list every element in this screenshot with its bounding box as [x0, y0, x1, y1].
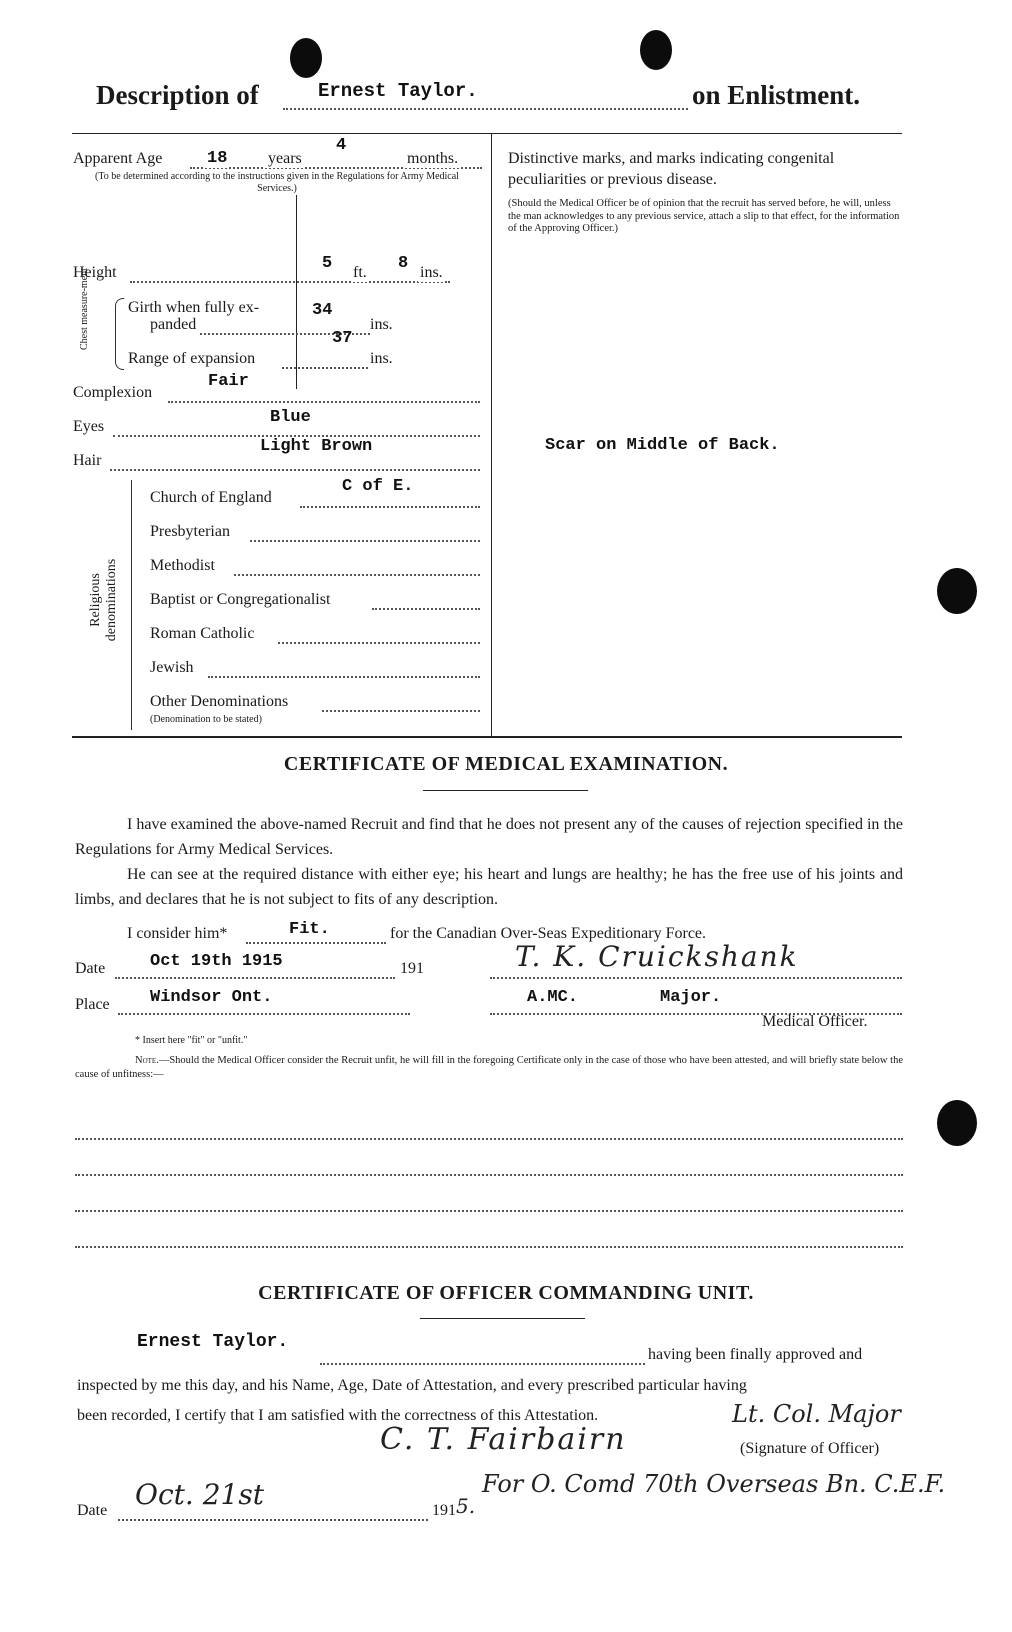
- other-denomination-note: (Denomination to be stated): [150, 714, 262, 725]
- consider-label: I consider him*: [127, 925, 228, 942]
- height-ft: 5: [322, 254, 333, 273]
- date-value: Oct 19th 1915: [150, 952, 283, 971]
- commanding-sig-label: (Signature of Officer): [740, 1440, 880, 1457]
- inner-divider: [296, 195, 297, 389]
- age-years: 18: [207, 149, 228, 168]
- age-months: 4: [336, 136, 347, 155]
- insert-note: * Insert here "fit" or "unfit.": [135, 1035, 248, 1046]
- range-line: [282, 365, 368, 369]
- eyes-value: Blue: [270, 408, 311, 427]
- punch-hole: [290, 38, 322, 78]
- height-line: [130, 279, 450, 283]
- range-ins-label: ins.: [370, 350, 393, 367]
- date-line: [115, 975, 395, 979]
- place-line: [118, 1011, 410, 1015]
- denomination-label: Jewish: [150, 659, 194, 676]
- marks-value: Scar on Middle of Back.: [545, 436, 780, 455]
- date-label: Date: [75, 960, 106, 977]
- commanding-heading-rule: [420, 1318, 585, 1319]
- note-body: Should the Medical Officer consider the Recruit unfit, he will fill in the foregoing Certificate only in the case of those who have been attested, and will briefly state below the cause of unfitness:—: [75, 1055, 903, 1080]
- unfitness-line: [75, 1208, 903, 1212]
- eyes-label: Eyes: [73, 418, 105, 435]
- denomination-line: [372, 606, 480, 610]
- note-dash: —: [158, 1055, 170, 1066]
- denomination-label: Other Denominations: [150, 693, 289, 710]
- punch-hole: [640, 30, 672, 70]
- chest-label: Chest measure-ment: [79, 268, 90, 350]
- medical-para-1: I have examined the above-named Recruit and find that he does not present any of the causes of rejection specified in the Regulations for Army Medical Services.: [75, 816, 903, 858]
- complexion-value: Fair: [208, 372, 249, 391]
- commanding-date-value: Oct. 21st: [135, 1478, 264, 1511]
- rank-1: A.MC.: [527, 988, 579, 1007]
- signature-line: [490, 975, 902, 979]
- commanding-date-line: [118, 1517, 428, 1521]
- denomination-line: [322, 708, 480, 712]
- denomination-line: [300, 504, 480, 508]
- section-rule: [72, 736, 902, 738]
- height-label: Height: [73, 264, 117, 281]
- medical-heading: CERTIFICATE OF MEDICAL EXAMINATION.: [283, 753, 729, 775]
- religion-bracket: [131, 480, 132, 730]
- denomination-label: Roman Catholic: [150, 625, 255, 642]
- place-value: Windsor Ont.: [150, 988, 273, 1007]
- hair-label: Hair: [73, 452, 102, 469]
- years-label: years: [265, 150, 305, 168]
- denomination-line: [208, 674, 480, 678]
- months-label: months.: [407, 150, 459, 167]
- denomination-line: [250, 538, 480, 542]
- header-prefix: Description of: [96, 80, 259, 110]
- unfitness-line: [75, 1172, 903, 1176]
- rank-2: Major.: [660, 988, 722, 1007]
- denomination-label: Church of England: [150, 489, 272, 506]
- medical-para-2: He can see at the required distance with either eye; his heart and lungs are healthy; he has the free use of his joints and limbs, and declares that he is not subject to fits of any description.: [75, 866, 903, 908]
- marks-heading: Distinctive marks, and marks indicating congenital peculiarities or previous disease.: [508, 150, 835, 188]
- note-text: [75, 1054, 903, 1082]
- denomination-line: [234, 572, 480, 576]
- commanding-date-suffix: 191: [432, 1502, 456, 1519]
- commanding-heading: CERTIFICATE OF OFFICER COMMANDING UNIT.: [258, 1282, 754, 1304]
- consider-line: [246, 940, 386, 944]
- commanding-text-2: inspected by me this day, and his Name, Age, Date of Attestation, and every prescribed particular having: [77, 1377, 747, 1394]
- ins-label: ins.: [420, 264, 443, 281]
- hair-line: [110, 467, 480, 471]
- force-label: for the Canadian Over-Seas Expeditionary Force.: [390, 925, 707, 942]
- denomination-label: Presbyterian: [150, 523, 230, 540]
- commanding-date-year-digit: 5.: [456, 1494, 476, 1518]
- ft-label: ft.: [353, 264, 367, 281]
- commanding-name-value: Ernest Taylor.: [137, 1332, 289, 1352]
- unfitness-line: [75, 1136, 903, 1140]
- girth-ins-label: ins.: [370, 316, 393, 333]
- complexion-line: [168, 399, 480, 403]
- age-note: (To be determined according to the instructions given in the Regulations for Army Medical Services.): [95, 171, 459, 194]
- commanding-text-1: having been finally approved and: [648, 1346, 863, 1363]
- note-label: Note.: [135, 1055, 159, 1066]
- range-label: Range of expansion: [128, 350, 256, 367]
- commanding-text-3: been recorded, I certify that I am satisfied with the correctness of this Attestation.: [77, 1407, 599, 1424]
- complexion-label: Complexion: [73, 384, 153, 401]
- girth-value: 34: [312, 301, 333, 320]
- medical-heading-rule: [423, 790, 588, 791]
- denomination-line: [278, 640, 480, 644]
- range-value: 37: [332, 329, 353, 348]
- chest-brace: [115, 298, 124, 370]
- punch-hole: [937, 568, 977, 614]
- girth-label-2: panded: [150, 316, 197, 333]
- marks-note: (Should the Medical Officer be of opinion that the recruit has served before, he will, unless the man acknowledges to any previous service, attach a slip to that effect, for the information of the Approving Officer.): [508, 198, 900, 234]
- height-in: 8: [398, 254, 409, 273]
- hair-value: Light Brown: [260, 437, 373, 456]
- girth-label-1: Girth when fully ex-: [128, 299, 260, 316]
- column-divider: [491, 133, 492, 736]
- header-suffix: on Enlistment.: [692, 80, 861, 110]
- place-label: Place: [75, 996, 110, 1013]
- top-rule: [72, 133, 902, 134]
- denomination-label: Methodist: [150, 557, 215, 574]
- medical-signature: T. K. Cruickshank: [515, 940, 799, 973]
- unfitness-line: [75, 1244, 903, 1248]
- header-name: Ernest Taylor.: [318, 80, 478, 102]
- commanding-sig-rank: Lt. Col. Major: [732, 1400, 901, 1428]
- denomination-value: C of E.: [342, 477, 414, 496]
- commanding-sig-unit: For O. Comd 70th Overseas Bn. C.E.F.: [482, 1470, 946, 1498]
- religion-group-label: Religious denominations: [88, 558, 119, 642]
- commanding-date-label: Date: [77, 1502, 108, 1519]
- commanding-name-line: [320, 1361, 645, 1365]
- consider-value: Fit.: [289, 920, 330, 939]
- commanding-signature: C. T. Fairbairn: [380, 1422, 627, 1457]
- denomination-label: Baptist or Congregationalist: [150, 591, 331, 608]
- punch-hole: [937, 1100, 977, 1146]
- officer-label: Medical Officer.: [762, 1013, 868, 1030]
- apparent-age-label: Apparent Age: [73, 150, 163, 167]
- date-suffix: 191: [400, 960, 424, 977]
